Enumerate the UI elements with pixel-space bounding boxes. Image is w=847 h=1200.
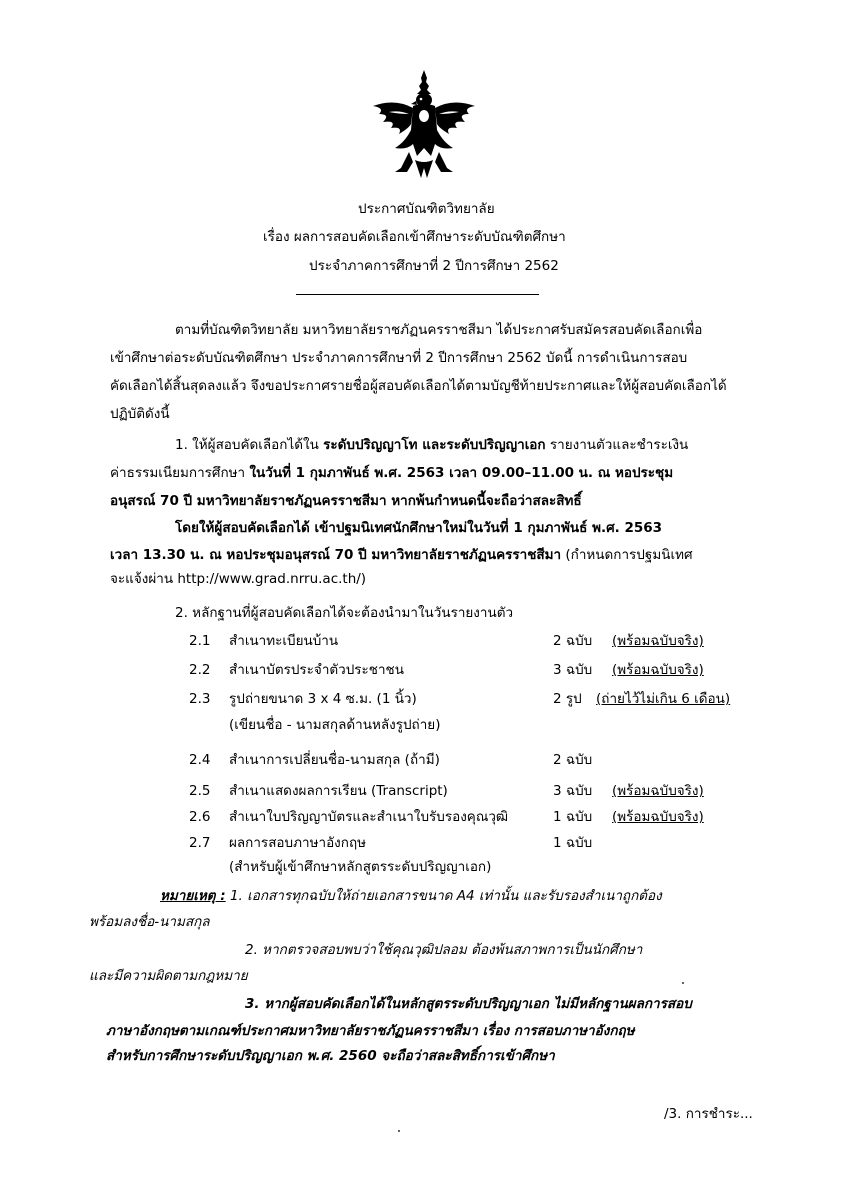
intro-line-4: ปฏิบัติดังนี้ (110, 406, 170, 422)
item1-line-1a: 1. ให้ผู้สอบคัดเลือกได้ใน (175, 437, 324, 453)
remark-1-line-1 (160, 887, 662, 905)
list-item-note: (พร้อมฉบับจริง) (612, 633, 704, 649)
item1-line-1c: รายงานตัวและชำระเงิน (545, 437, 689, 453)
announcement-issuer: ประกาศบัณฑิตวิทยาลัย (358, 201, 495, 217)
list-item-subnote: (สำหรับผู้เข้าศึกษาหลักสูตรระดับปริญญาเอก) (229, 859, 492, 875)
announcement-subject: เรื่อง ผลการสอบคัดเลือกเข้าศึกษาระดับบัณฑิตศึกษา (263, 229, 566, 245)
remark-1-line-2: พร้อมลงชื่อ-นามสกุล (89, 914, 210, 930)
announcement-term: ประจำภาคการศึกษาที่ 2 ปีการศึกษา 2562 (309, 258, 559, 274)
item1-line-5a: เวลา 13.30 น. ณ หอประชุมอนุสรณ์ 70 ปี มหาวิทยาลัยราชภัฏนครราชสีมา (110, 547, 562, 563)
list-item-note: (พร้อมฉบับจริง) (612, 662, 704, 678)
item1-line-5 (110, 546, 693, 564)
scan-speck (682, 982, 684, 984)
list-item-number: 2.1 (189, 633, 211, 649)
list-item-description: รูปถ่ายขนาด 3 x 4 ซ.ม. (1 นิ้ว) (229, 691, 417, 707)
list-item-note: (พร้อมฉบับจริง) (612, 783, 704, 799)
list-item-number: 2.6 (189, 809, 211, 825)
page-continuation: /3. การชำระ... (664, 1106, 753, 1122)
item1-line-4: โดยให้ผู้สอบคัดเลือกได้ เข้าปฐมนิเทศนักศึกษาใหม่ในวันที่ 1 กุมภาพันธ์ พ.ศ. 2563 (175, 520, 663, 536)
item1-line-1b: ระดับปริญญาโท และระดับปริญญาเอก (323, 437, 546, 453)
remark-1-text: 1. เอกสารทุกฉบับให้ถ่ายเอกสารขนาด A4 เท่านั้น และรับรองสำเนาถูกต้อง (225, 888, 662, 904)
item2-heading: 2. หลักฐานที่ผู้สอบคัดเลือกได้จะต้องนำมาในวันรายงานตัว (175, 605, 514, 621)
item1-line-2a: ค่าธรรมเนียมการศึกษา (110, 465, 250, 481)
scan-speck (398, 1130, 400, 1132)
list-item-quantity: 2 ฉบับ (553, 752, 593, 768)
list-item-number: 2.4 (189, 752, 211, 768)
list-item-subnote: (เขียนชื่อ - นามสกุลด้านหลังรูปถ่าย) (229, 717, 441, 733)
remark-label: หมายเหตุ : (160, 888, 226, 904)
item1-line-2 (110, 464, 673, 482)
remark-2-line-1: 2. หากตรวจสอบพบว่าใช้คุณวุฒิปลอม ต้องพ้นสภาพการเป็นนักศึกษา (245, 942, 643, 958)
remark-3-line-3: สำหรับการศึกษาระดับปริญญาเอก พ.ศ. 2560 จะถือว่าสละสิทธิ์การเข้าศึกษา (106, 1048, 555, 1064)
item1-line-5b: (กำหนดการปฐมนิเทศ (561, 547, 693, 563)
list-item-description: ผลการสอบภาษาอังกฤษ (229, 835, 367, 851)
list-item-note: (พร้อมฉบับจริง) (612, 809, 704, 825)
list-item-number: 2.7 (189, 835, 211, 851)
item1-line-3: อนุสรณ์ 70 ปี มหาวิทยาลัยราชภัฏนครราชสีมา หากพ้นกำหนดนี้จะถือว่าสละสิทธิ์ (110, 493, 582, 509)
intro-line-2: เข้าศึกษาต่อระดับบัณฑิตศึกษา ประจำภาคการศึกษาที่ 2 ปีการศึกษา 2562 บัดนี้ การดำเนินการสอบ (110, 350, 688, 366)
item1-line-1 (175, 436, 688, 454)
item1-line-6: จะแจ้งผ่าน http://www.grad.nrru.ac.th/) (110, 571, 367, 587)
list-item-description: สำเนาใบปริญญาบัตรและสำเนาใบรับรองคุณวุฒิ (229, 809, 509, 825)
garuda-emblem-icon (365, 68, 483, 180)
list-item-description: สำเนาบัตรประจำตัวประชาชน (229, 662, 404, 678)
intro-line-3: คัดเลือกได้สิ้นสุดลงแล้ว จึงขอประกาศรายชื่อผู้สอบคัดเลือกได้ตามบัญชีท้ายประกาศและให้ผู้สอบคัดเลือกได้ (110, 378, 727, 394)
list-item-description: สำเนาการเปลี่ยนชื่อ-นามสกุล (ถ้ามี) (229, 752, 440, 768)
list-item-quantity: 2 ฉบับ (553, 633, 593, 649)
remark-2-line-2: และมีความผิดตามกฎหมาย (89, 968, 248, 984)
list-item-quantity: 3 ฉบับ (553, 662, 593, 678)
list-item-quantity: 3 ฉบับ (553, 783, 593, 799)
list-item-note: (ถ่ายไว้ไม่เกิน 6 เดือน) (596, 691, 731, 707)
list-item-number: 2.3 (189, 691, 211, 707)
remark-3-line-2: ภาษาอังกฤษตามเกณฑ์ประกาศมหาวิทยาลัยราชภัฏนครราชสีมา เรื่อง การสอบภาษาอังกฤษ (106, 1023, 635, 1039)
list-item-description: สำเนาทะเบียนบ้าน (229, 633, 339, 649)
list-item-quantity: 1 ฉบับ (553, 809, 593, 825)
list-item-number: 2.2 (189, 662, 211, 678)
intro-line-1: ตามที่บัณฑิตวิทยาลัย มหาวิทยาลัยราชภัฏนครราชสีมา ได้ประกาศรับสมัครสอบคัดเลือกเพื่อ (175, 322, 703, 338)
header-divider (296, 294, 539, 295)
item1-line-2b: ในวันที่ 1 กุมภาพันธ์ พ.ศ. 2563 เวลา 09.00–11.00 น. ณ หอประชุม (249, 465, 674, 481)
list-item-quantity: 2 รูป (553, 691, 582, 707)
list-item-quantity: 1 ฉบับ (553, 835, 593, 851)
list-item-number: 2.5 (189, 783, 211, 799)
list-item-description: สำเนาแสดงผลการเรียน (Transcript) (229, 783, 448, 799)
remark-3-line-1: 3. หากผู้สอบคัดเลือกได้ในหลักสูตรระดับปริญญาเอก ไม่มีหลักฐานผลการสอบ (245, 996, 692, 1012)
